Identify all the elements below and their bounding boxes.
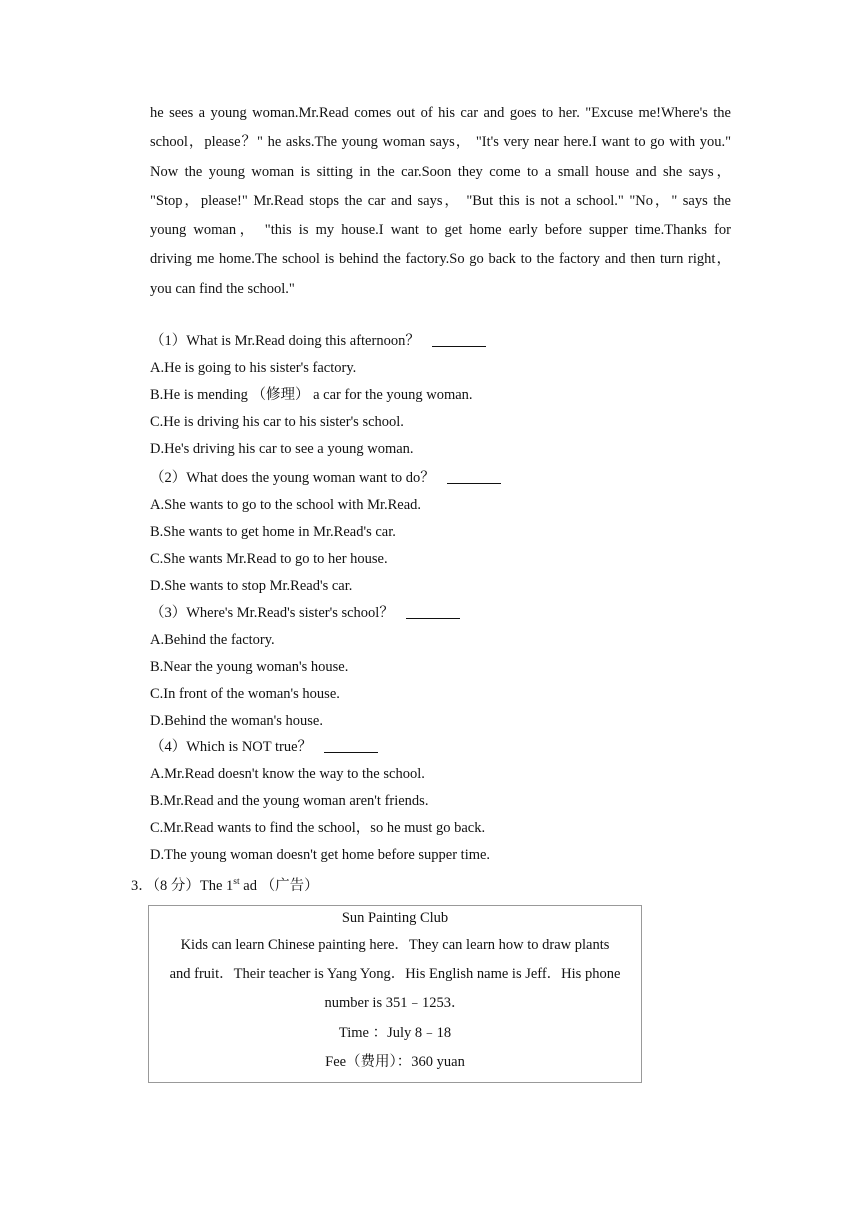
option-a: A.Mr.Read doesn't know the way to the school.	[150, 766, 425, 782]
option-a: A.He is going to his sister's factory.	[150, 360, 357, 376]
advertisement-box	[148, 905, 642, 1083]
question-1	[150, 328, 750, 463]
option-c: C.Mr.Read wants to find the school，so he must go back.	[150, 820, 486, 836]
question-stem	[150, 734, 750, 761]
option-d: D.Behind the woman's house.	[150, 713, 323, 729]
answer-blank[interactable]	[447, 467, 501, 484]
passage-line: school，please？" he asks.The young woman says， "It's very near here.I want to go with you."	[150, 134, 731, 151]
reading-passage	[150, 99, 731, 304]
option-b: B.Mr.Read and the young woman aren't friends.	[150, 793, 429, 809]
option-c: C.She wants Mr.Read to go to her house.	[150, 551, 388, 567]
passage-line: young woman， "this is my house.I want to get home early before supper time.Thanks for	[150, 222, 731, 239]
question-4	[150, 734, 750, 869]
answer-blank[interactable]	[324, 736, 378, 753]
answer-blank[interactable]	[432, 330, 486, 347]
ad-time: Time ：July 8﹣18	[338, 1025, 452, 1041]
passage-line: driving me home.The school is behind the factory.So go back to the factory and then turn right，	[150, 251, 731, 268]
question-3	[150, 600, 750, 735]
ad-description-line: Kids can learn Chinese painting here．They can learn how to draw plants	[180, 937, 610, 953]
question-stem	[150, 328, 750, 355]
question-2	[150, 465, 750, 600]
section-3-superscript: st	[233, 877, 240, 887]
passage-line: you can find the school."	[150, 280, 295, 297]
question-stem	[150, 600, 750, 627]
passage-line: Now the young woman is sitting in the car.Soon they come to a small house and she says，	[150, 163, 731, 180]
question-stem-text: （1）What is Mr.Read doing this afternoon？	[150, 333, 420, 349]
option-c: C.He is driving his car to his sister's school.	[150, 414, 404, 430]
section-3-suffix: ad （广告）	[239, 878, 319, 894]
answer-blank[interactable]	[406, 602, 460, 619]
section-3-prefix: 3．（8 分）The 1	[131, 878, 234, 894]
option-d: D.She wants to stop Mr.Read's car.	[150, 578, 353, 594]
option-a: A.Behind the factory.	[150, 632, 275, 648]
question-stem	[150, 465, 750, 492]
option-b: B.She wants to get home in Mr.Read's car.	[150, 524, 396, 540]
ad-description-line: and fruit．Their teacher is Yang Yong．His English name is Jeff．His phone	[169, 966, 621, 982]
section-3-heading	[131, 873, 319, 899]
passage-line: "Stop，please!" Mr.Read stops the car and says， "But this is not a school." "No，" says the	[150, 192, 731, 209]
ad-fee: Fee（费用）：360 yuan	[325, 1054, 465, 1070]
ad-description-line: number is 351﹣1253．	[324, 995, 466, 1011]
passage-line: he sees a young woman.Mr.Read comes out of his car and goes to her. "Excuse me!Where's the	[150, 105, 731, 121]
option-b: B.He is mending （修理） a car for the young woman.	[150, 387, 473, 403]
option-d: D.He's driving his car to see a young woman.	[150, 441, 414, 457]
question-stem-text: （4）Which is NOT true？	[150, 739, 313, 755]
option-a: A.She wants to go to the school with Mr.Read.	[150, 497, 422, 513]
option-d: D.The young woman doesn't get home before supper time.	[150, 847, 491, 863]
question-stem-text: （3）Where's Mr.Read's sister's school？	[150, 605, 394, 621]
option-c: C.In front of the woman's house.	[150, 686, 340, 702]
option-b: B.Near the young woman's house.	[150, 659, 349, 675]
question-stem-text: （2）What does the young woman want to do？	[150, 470, 435, 486]
ad-title: Sun Painting Club	[341, 910, 449, 926]
